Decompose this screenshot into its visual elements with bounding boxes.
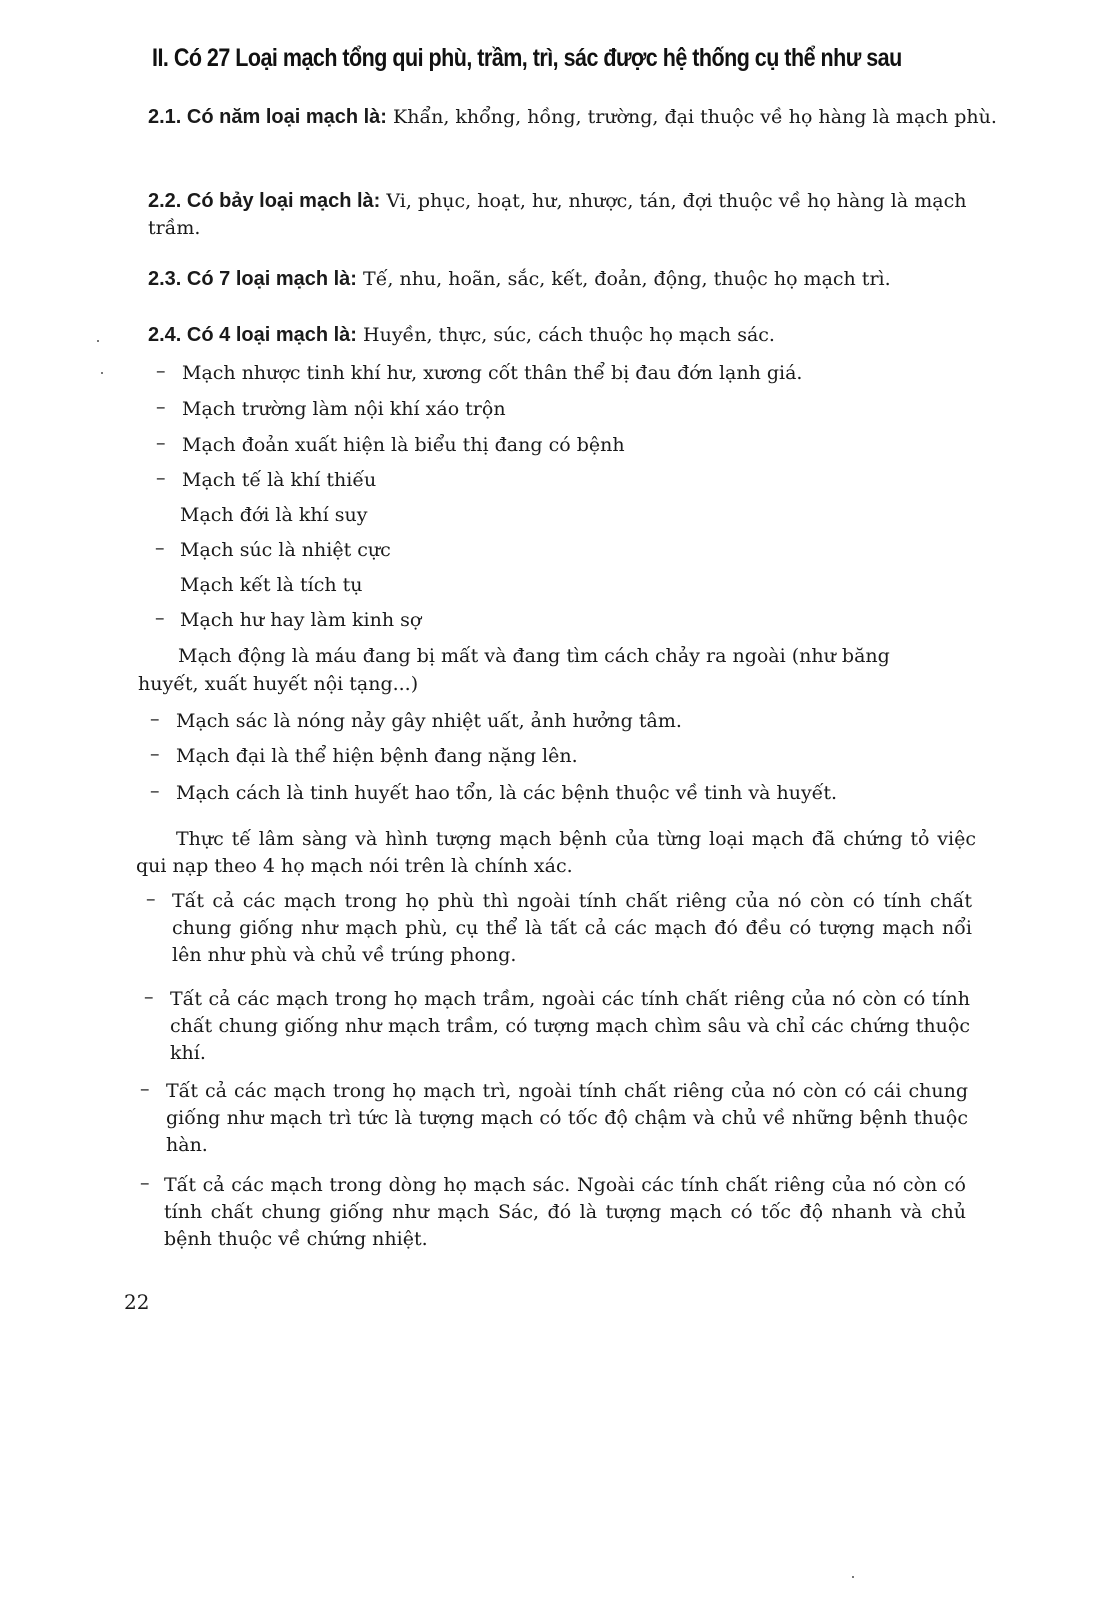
list-item: Mạch tế là khí thiếu bbox=[182, 469, 377, 491]
section-text: Huyền, thực, súc, cách thuộc họ mạch sác. bbox=[363, 324, 775, 346]
point-paragraph: Tất cả các mạch trong họ phù thì ngoài tính chất riêng của nó còn có tính chất chung giống như mạch phù, cụ thể là tất cả các mạch đó đều có tượng mạch nổi lên như phù và chủ về trúng phong. bbox=[172, 890, 972, 966]
section-heading: II. Có 27 Loại mạch tổng qui phù, trầm, trì, sác được hệ thống cụ thể như sau bbox=[152, 44, 902, 72]
list-dash: – bbox=[146, 888, 156, 910]
list-item: Mạch đới là khí suy bbox=[180, 504, 368, 526]
scan-speck bbox=[97, 340, 99, 342]
section-label: 2.1. Có năm loại mạch là: bbox=[148, 106, 387, 128]
list-item-continuation: huyết, xuất huyết nội tạng...) bbox=[138, 673, 419, 695]
list-item: Mạch nhược tinh khí hư, xương cốt thân thể bị đau đớn lạnh giá. bbox=[182, 362, 803, 384]
list-dash: – bbox=[144, 986, 154, 1008]
list-item: Mạch súc là nhiệt cực bbox=[180, 539, 391, 561]
page-number: 22 bbox=[124, 1290, 150, 1314]
list-dash: – bbox=[155, 607, 165, 629]
section-text: Khẩn, khổng, hồng, trường, đại thuộc về họ hàng là mạch phù. bbox=[393, 106, 997, 128]
list-dash: – bbox=[150, 743, 160, 765]
list-item: Mạch kết là tích tụ bbox=[180, 574, 363, 596]
section-2-3 bbox=[148, 266, 998, 293]
list-item: Mạch cách là tinh huyết hao tổn, là các bệnh thuộc về tinh và huyết. bbox=[176, 782, 838, 804]
summary-paragraph: Thực tế lâm sàng và hình tượng mạch bệnh của từng loại mạch đã chứng tỏ việc qui nạp theo 4 họ mạch nói trên là chính xác. bbox=[136, 828, 976, 877]
list-dash: – bbox=[155, 537, 165, 559]
list-item: Mạch động là máu đang bị mất và đang tìm cách chảy ra ngoài (như băng bbox=[178, 645, 890, 667]
list-item: Mạch đại là thể hiện bệnh đang nặng lên. bbox=[176, 745, 578, 767]
section-text: Tế, nhu, hoãn, sắc, kết, đoản, động, thuộc họ mạch trì. bbox=[363, 268, 891, 290]
list-dash: – bbox=[150, 780, 160, 802]
section-label: 2.3. Có 7 loại mạch là: bbox=[148, 268, 357, 290]
section-2-4 bbox=[148, 322, 998, 349]
list-dash: – bbox=[156, 360, 166, 382]
point-paragraph: Tất cả các mạch trong họ mạch trầm, ngoài các tính chất riêng của nó còn có tính chất chung giống như mạch trầm, có tượng mạch chìm sâu và chỉ các chứng thuộc khí. bbox=[170, 988, 970, 1064]
section-label: 2.2. Có bảy loại mạch là: bbox=[148, 190, 381, 212]
list-dash: – bbox=[156, 467, 166, 489]
section-label: 2.4. Có 4 loại mạch là: bbox=[148, 324, 357, 346]
list-item: Mạch hư hay làm kinh sợ bbox=[180, 609, 422, 631]
list-item: Mạch sác là nóng nảy gây nhiệt uất, ảnh hưởng tâm. bbox=[176, 710, 682, 732]
scan-speck bbox=[852, 1576, 854, 1578]
list-dash: – bbox=[156, 396, 166, 418]
point-paragraph: Tất cả các mạch trong họ mạch trì, ngoài tính chất riêng của nó còn có cái chung giống như mạch trì tức là tượng mạch có tốc độ chậm và chủ về những bệnh thuộc hàn. bbox=[166, 1080, 968, 1156]
section-2-1 bbox=[148, 104, 998, 131]
list-dash: – bbox=[140, 1078, 150, 1100]
list-dash: – bbox=[150, 708, 160, 730]
list-dash: – bbox=[156, 432, 166, 454]
list-dash: – bbox=[140, 1172, 150, 1194]
section-2-2 bbox=[148, 188, 998, 242]
section-text: Vi, phục, hoạt, hư, nhược, tán, đợi thuộc về họ hàng là mạch trầm. bbox=[148, 190, 967, 239]
scan-speck bbox=[101, 372, 103, 374]
list-item: Mạch đoản xuất hiện là biểu thị đang có bệnh bbox=[182, 434, 625, 456]
point-paragraph: Tất cả các mạch trong dòng họ mạch sác. Ngoài các tính chất riêng của nó còn có tính chất chung giống như mạch Sác, đó là tượng mạch có tốc độ nhanh và chủ bệnh thuộc về chứng nhiệt. bbox=[164, 1174, 966, 1250]
list-item: Mạch trường làm nội khí xáo trộn bbox=[182, 398, 506, 420]
